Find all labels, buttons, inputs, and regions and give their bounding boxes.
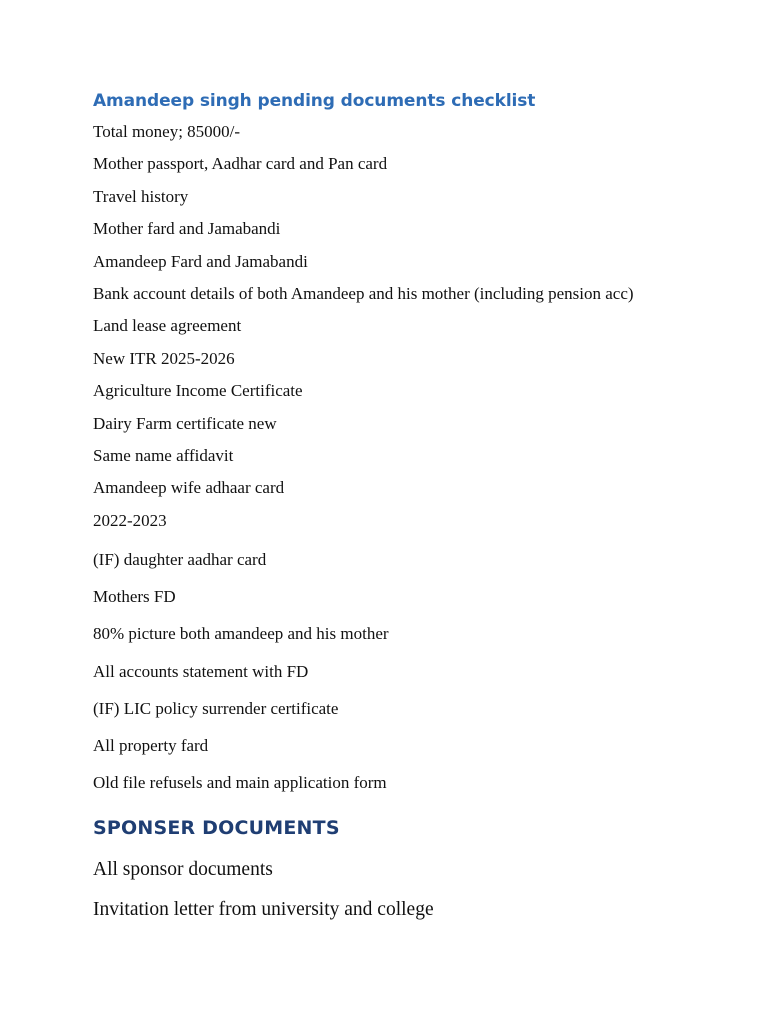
checklist-item: All accounts statement with FD (93, 661, 309, 681)
document-title: Amandeep singh pending documents checklist (93, 91, 536, 111)
checklist-item: Same name affidavit (93, 445, 234, 465)
checklist-item: Total money; 85000/- (93, 122, 241, 141)
checklist-item: Amandeep Fard and Jamabandi (93, 251, 308, 271)
checklist-item: Bank account details of both Amandeep and his mother (including pension acc) (93, 283, 634, 303)
sponsor-list (93, 850, 434, 930)
checklist-item: Mothers FD (93, 587, 176, 607)
checklist-item: Mother fard and Jamabandi (93, 219, 281, 239)
checklist-item: Mother passport, Aadhar card and Pan card (93, 154, 388, 174)
sponsor-section-heading: SPONSER DOCUMENTS (93, 817, 340, 839)
sponsor-item: Invitation letter from university and college (93, 899, 434, 920)
checklist-item: 80% picture both amandeep and his mother (93, 624, 389, 644)
checklist-part-1 (93, 116, 753, 537)
checklist-item: Agriculture Income Certificate (93, 381, 303, 401)
checklist-part-2 (93, 541, 753, 801)
checklist-item: Travel history (93, 186, 189, 206)
document-content (93, 88, 753, 920)
sponsor-item: All sponsor documents (93, 859, 273, 880)
checklist-item: New ITR 2025-2026 (93, 348, 235, 368)
checklist-item: All property fard (93, 736, 209, 756)
checklist-item: Amandeep wife adhaar card (93, 478, 285, 498)
checklist-item: Land lease agreement (93, 316, 242, 336)
checklist-item: Dairy Farm certificate new (93, 413, 277, 433)
checklist-item: Old file refusels and main application form (93, 773, 387, 793)
checklist-item: (IF) daughter aadhar card (93, 550, 267, 570)
checklist-item: 2022-2023 (93, 510, 167, 530)
checklist-item: (IF) LIC policy surrender certificate (93, 698, 339, 718)
